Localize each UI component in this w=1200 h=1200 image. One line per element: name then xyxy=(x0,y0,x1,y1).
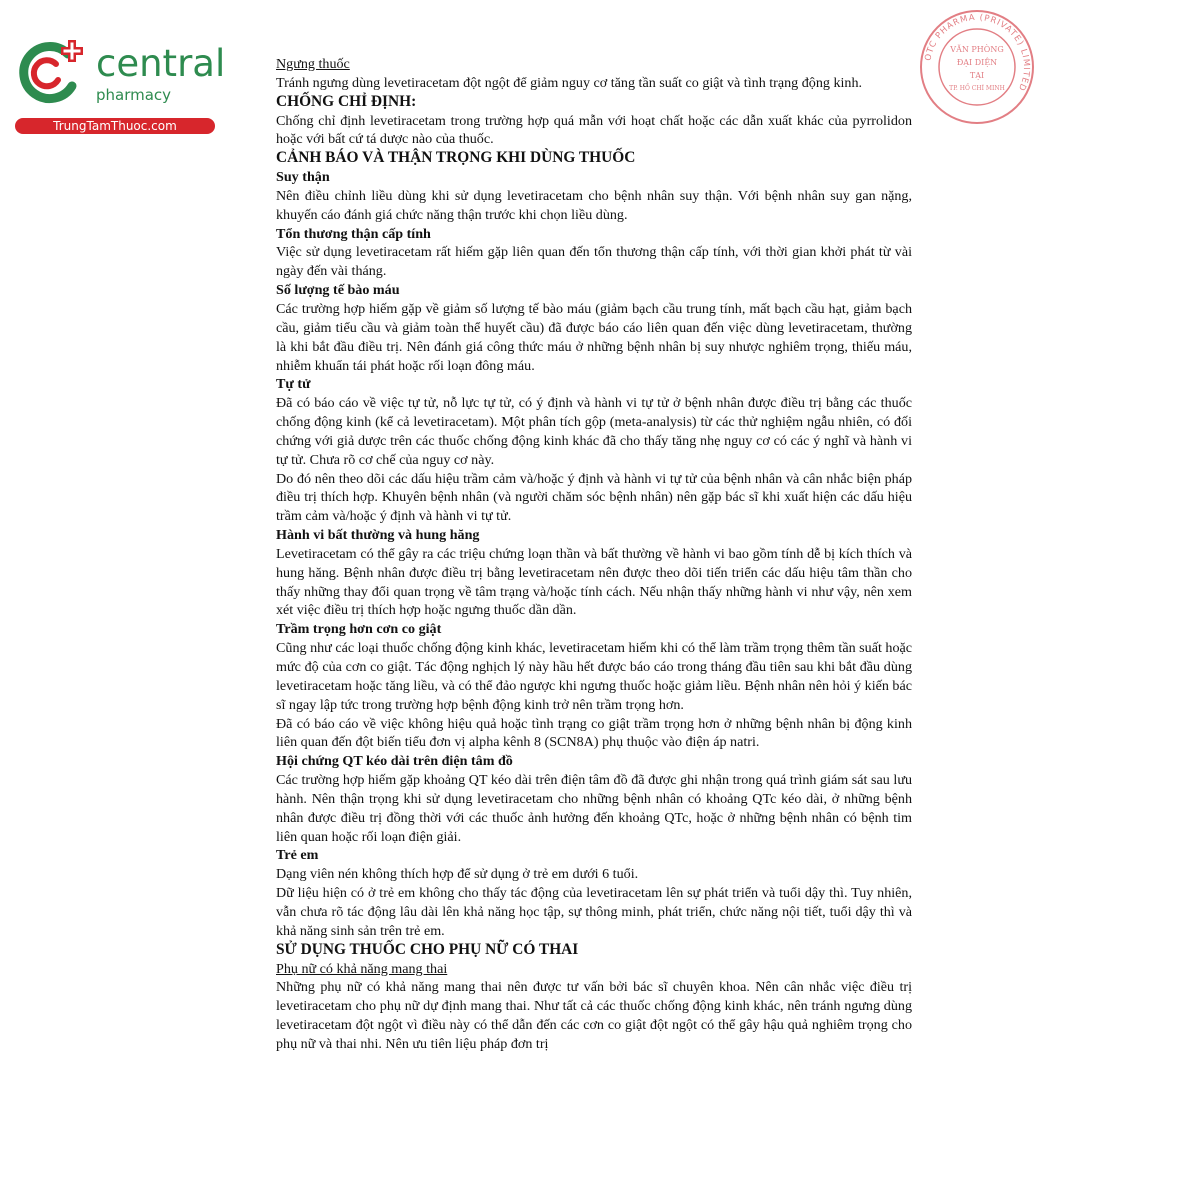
paragraph: Những phụ nữ có khả năng mang thai nên được tư vấn bởi bác sĩ chuyên khoa. Nên cân nhắc việc điều trị levetiracetam cho phụ nữ dự định mang thai. Như tất cả các thuốc chống động kinh khác, nên tránh ngưng dùng levetiracetam đột ngột vì điều này có thể dẫn đến các cơn co giật đột ngột có thể gây hậu quả nghiêm trọng cho phụ nữ và thai nhi. Nên ưu tiên liệu pháp đơn trị xyxy=(276,979,912,1052)
paragraph: Levetiracetam có thể gây ra các triệu chứng loạn thần và bất thường về hành vi bao gồm tính dễ bị kích thích và hung hăng. Bệnh nhân được điều trị bằng levetiracetam nên được theo dõi tiến triển các dấu hiệu tâm thần cho thấy những thay đổi quan trọng về tâm trạng và/hoặc tính cách. Nếu nhận thấy những hành vi như vậy, nên xem xét việc điều trị thích hợp hoặc ngưng thuốc dần dần. xyxy=(276,545,912,619)
subsection-heading: Trầm trọng hơn cơn co giật xyxy=(276,621,442,638)
section-heading: CHỐNG CHỈ ĐỊNH: xyxy=(276,92,417,110)
paragraph: Chống chỉ định levetiracetam trong trường hợp quá mẫn với hoạt chất hoặc các dẫn xuất khác của pyrrolidon hoặc với bất cứ tá dược nào của thuốc. xyxy=(276,112,912,148)
paragraph: Do đó nên theo dõi các dấu hiệu trầm cảm và/hoặc ý định và hành vi tự tử của bệnh nhân và cân nhắc biện pháp điều trị thích hợp. Khuyên bệnh nhân (và người chăm sóc bệnh nhân) nên gặp bác sĩ khi xuất hiện các dấu hiệu trầm cảm và/hoặc ý định và hành vi tự tử. xyxy=(276,470,912,525)
brand-name: central xyxy=(96,42,226,85)
paragraph: Đã có báo cáo về việc tự tử, nỗ lực tự tử, có ý định và hành vi tự tử ở bệnh nhân được điều trị bằng các thuốc chống động kinh (kể cả levetiracetam). Một phân tích gộp (meta-analysis) từ các thử nghiệm ngẫu nhiên, có đối chứng với giả dược trên các thuốc chống động kinh khác đã cho thấy tăng nhẹ nguy cơ có các ý nghĩ và hành vi tự tử. Chưa rõ cơ chế của nguy cơ này. xyxy=(276,395,912,468)
central-pharmacy-logo[interactable] xyxy=(10,38,226,138)
subsection-heading: Hội chứng QT kéo dài trên điện tâm đồ xyxy=(276,753,513,770)
svg-text:ĐẠI DIỆN: ĐẠI DIỆN xyxy=(956,58,998,67)
document-body xyxy=(276,55,912,1054)
paragraph: Dữ liệu hiện có ở trẻ em không cho thấy tác động của levetiracetam lên sự phát triển và tuổi dậy thì. Tuy nhiên, vẫn chưa rõ tác động lâu dài lên khả năng học tập, sự thông minh, phát triển, chức năng nội tiết, tuổi dậy thì và khả năng sinh sản trên trẻ em. xyxy=(276,885,912,939)
subsection-heading: Trẻ em xyxy=(276,847,319,864)
paragraph: Các trường hợp hiếm gặp về giảm số lượng tế bào máu (giảm bạch cầu trung tính, mất bạch cầu hạt, giảm bạch cầu, giảm tiểu cầu và giảm toàn thể huyết cầu) đã được báo cáo liên quan đến việc dùng levetiracetam, thường là khi bắt đầu điều trị. Nên đánh giá công thức máu ở những bệnh nhân bị suy nhược nghiêm trọng, thiếu máu, nhiễm khuẩn tái phát hoặc rối loạn đông máu. xyxy=(276,300,912,374)
subsection-heading: Hành vi bất thường và hung hăng xyxy=(276,527,480,544)
section-heading: SỬ DỤNG THUỐC CHO PHỤ NỮ CÓ THAI xyxy=(276,940,579,958)
paragraph: Tránh ngưng dùng levetiracetam đột ngột để giảm nguy cơ tăng tần suất co giật và tình trạng động kinh. xyxy=(276,74,863,91)
section-heading: CẢNH BÁO VÀ THẬN TRỌNG KHI DÙNG THUỐC xyxy=(276,149,636,167)
subsection-heading: Suy thận xyxy=(276,169,330,186)
brand-website-link[interactable]: TrungTamThuoc.com xyxy=(15,118,215,134)
brand-subtitle: pharmacy xyxy=(96,86,172,104)
svg-text:TẠI: TẠI xyxy=(969,71,985,80)
paragraph: Nên điều chỉnh liều dùng khi sử dụng levetiracetam cho bệnh nhân suy thận. Với bệnh nhân suy gan nặng, khuyến cáo đánh giá chức năng thận trước khi chọn liều dùng. xyxy=(276,187,912,223)
pharmacy-cross-c-logo-icon xyxy=(10,38,90,108)
paragraph: Dạng viên nén không thích hợp để sử dụng ở trẻ em dưới 6 tuổi. xyxy=(276,866,639,883)
svg-text:VĂN PHÒNG: VĂN PHÒNG xyxy=(950,45,1004,54)
paragraph: Việc sử dụng levetiracetam rất hiếm gặp liên quan đến tổn thương thận cấp tính, với thời gian khởi phát từ vài ngày đến vài tháng. xyxy=(276,244,912,280)
paragraph: Các trường hợp hiếm gặp khoảng QT kéo dài trên điện tâm đồ đã được ghi nhận trong quá trình giám sát sau lưu hành. Nên thận trọng khi sử dụng levetiracetam cho những bệnh nhân có khoảng QTc kéo dài, ở những bệnh nhân được điều trị đồng thời với các thuốc ảnh hưởng đến khoảng QTc, hoặc ở những bệnh nhân có bệnh tim liên quan hoặc rối loạn điện giải. xyxy=(276,772,912,845)
svg-text:OTC PHARMA (PRIVATE) LIMITED: OTC PHARMA (PRIVATE) LIMITED xyxy=(923,12,1032,93)
svg-text:TP. HỒ CHÍ MINH: TP. HỒ CHÍ MINH xyxy=(949,85,1005,92)
subsection-heading: Tổn thương thận cấp tính xyxy=(276,225,431,242)
section-subheading: Ngưng thuốc xyxy=(276,56,350,72)
paragraph: Đã có báo cáo về việc không hiệu quả hoặc tình trạng co giật trầm trọng hơn ở những bệnh nhân bị động kinh liên quan đến đột biến tiểu đơn vị alpha kênh 8 (SCN8A) phụ thuộc vào điện áp natri. xyxy=(276,715,912,751)
company-stamp xyxy=(918,8,1036,126)
subsection-heading: Số lượng tế bào máu xyxy=(276,282,400,299)
paragraph: Cũng như các loại thuốc chống động kinh khác, levetiracetam hiếm khi có thể làm trầm trọng thêm tần suất hoặc mức độ của cơn co giật. Tác động nghịch lý này hầu hết được báo cáo trong tháng đầu tiên sau khi bắt đầu dùng levetiracetam hoặc tăng liều, và có thể đảo ngược khi ngưng thuốc hoặc giảm liều. Bệnh nhân nên hỏi ý kiến bác sĩ ngay lập tức trong trường hợp bệnh động kinh trở nên trầm trọng hơn. xyxy=(276,640,912,713)
section-subheading: Phụ nữ có khả năng mang thai xyxy=(276,960,448,977)
subsection-heading: Tự tử xyxy=(276,376,311,393)
